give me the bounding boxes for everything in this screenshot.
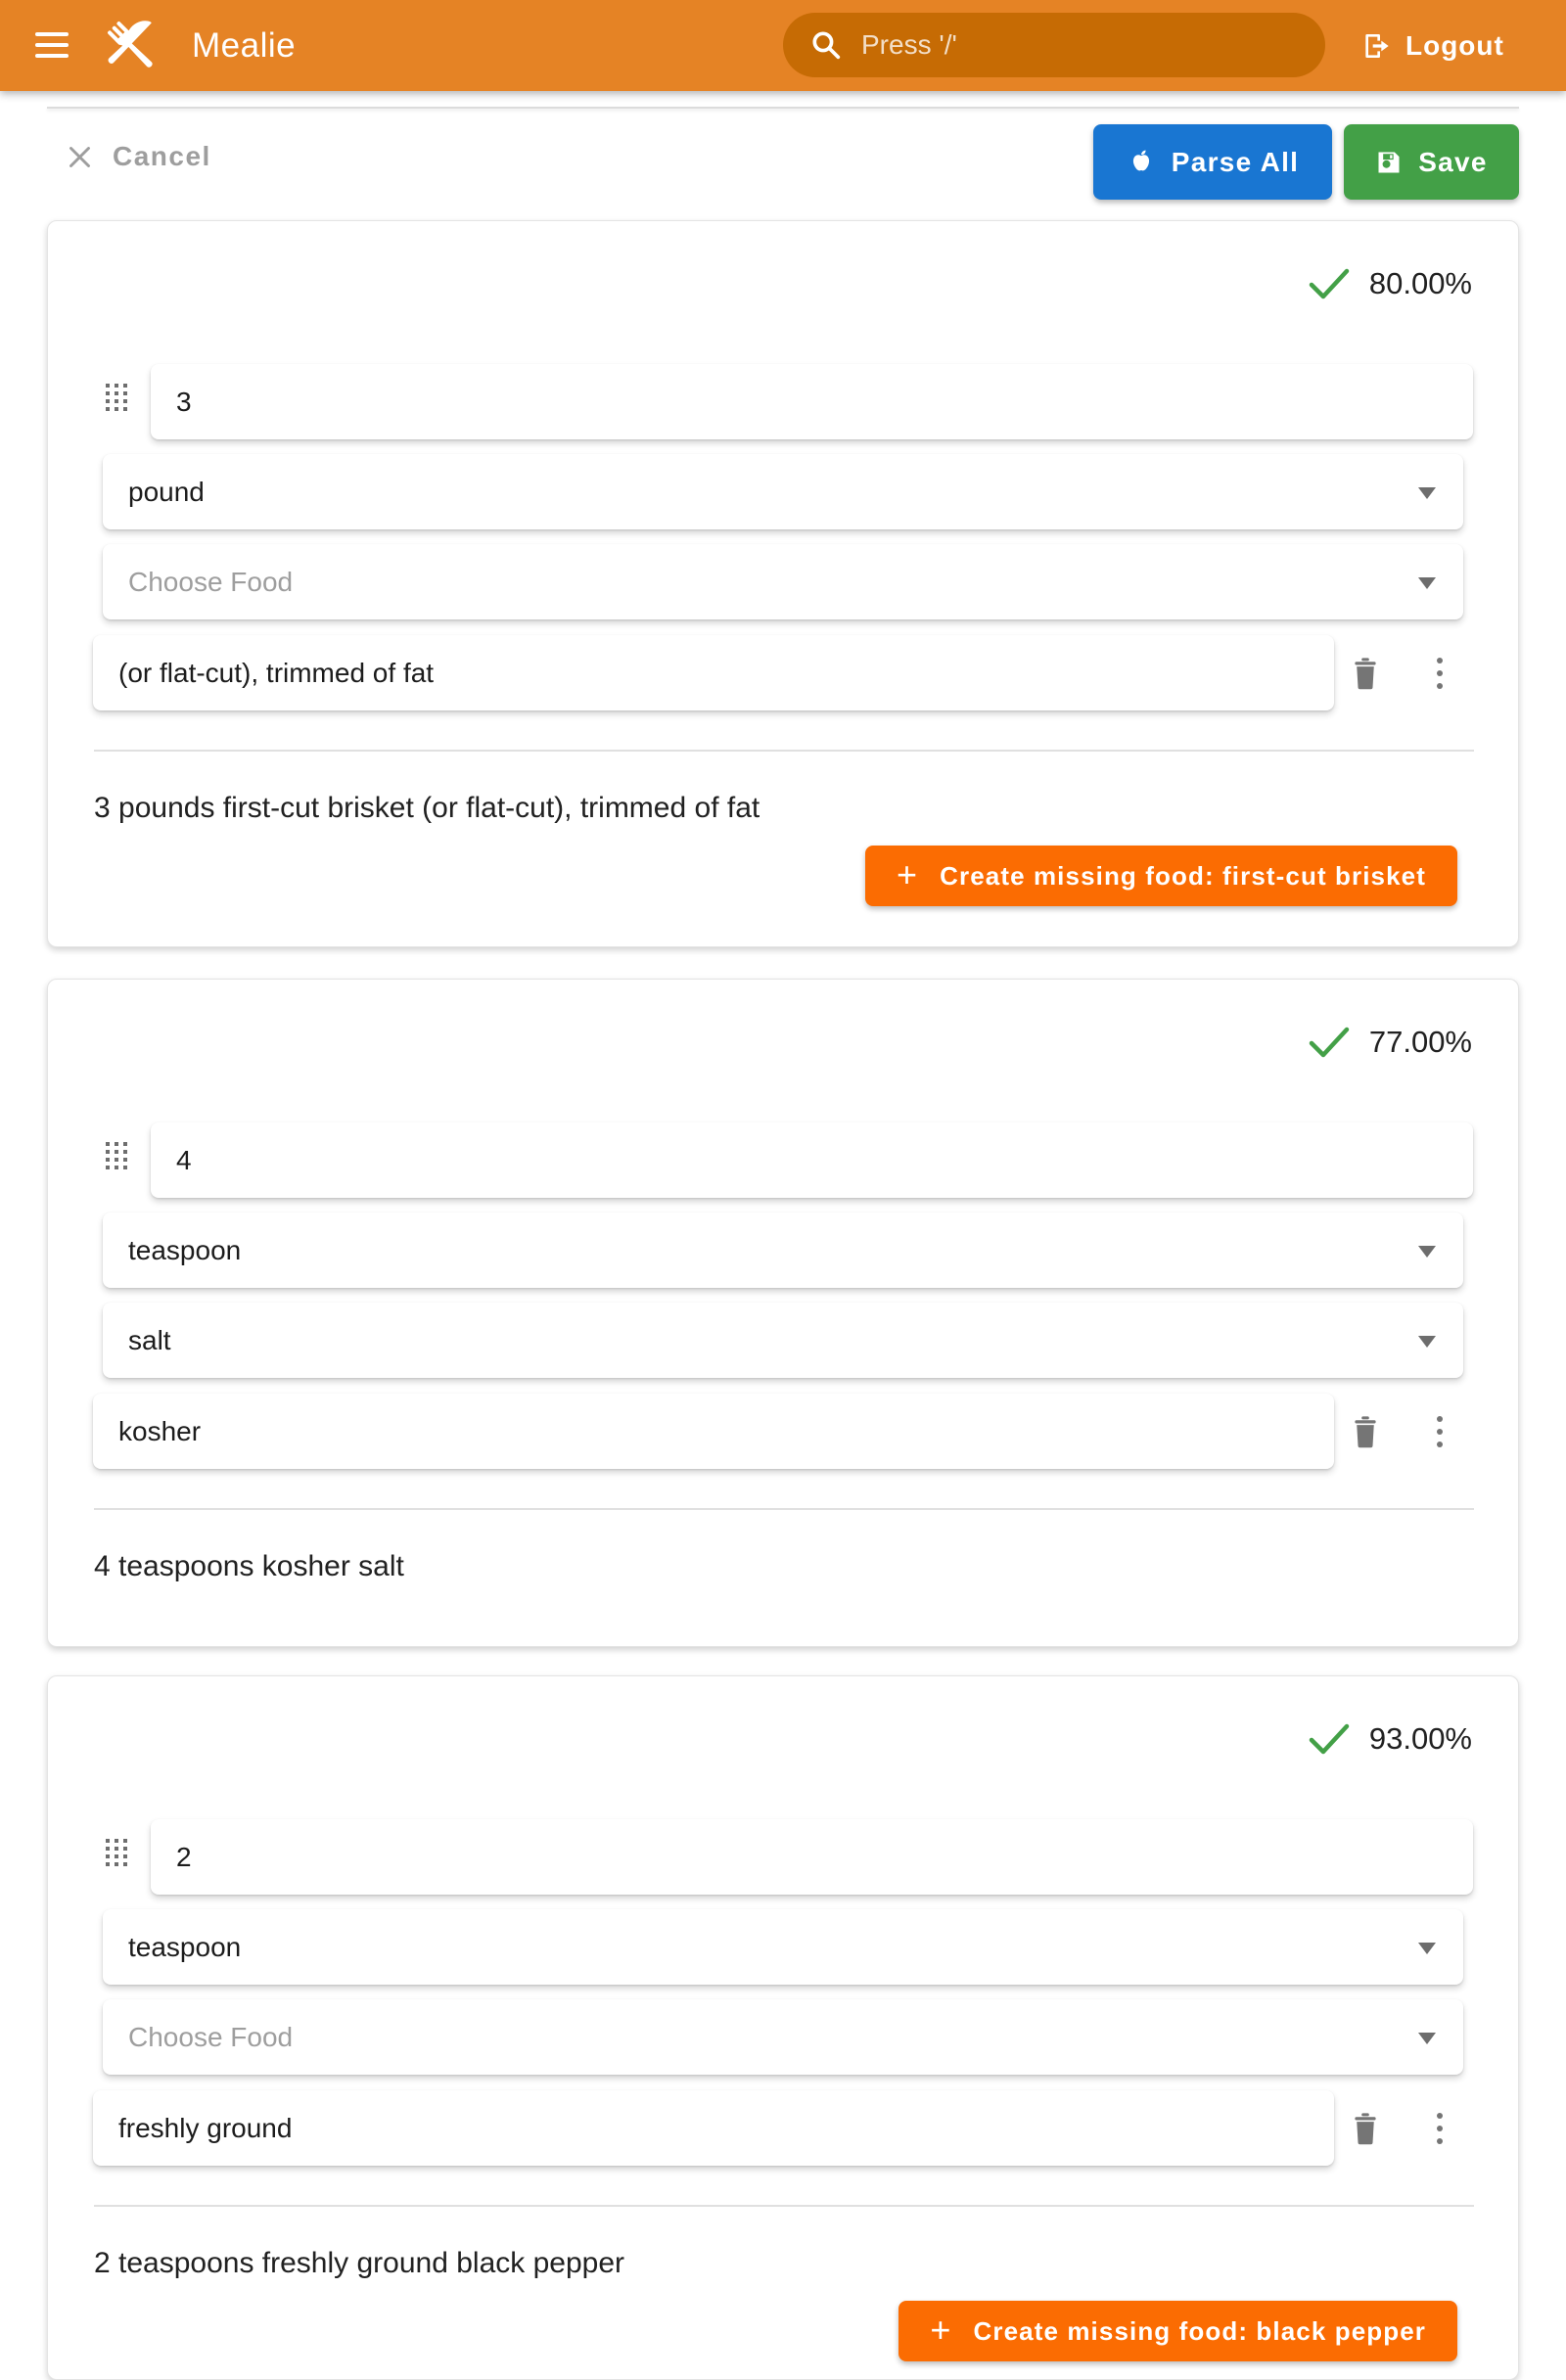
header-divider [47,107,1519,109]
confidence-value: 93.00% [1368,1721,1472,1756]
drag-handle-icon[interactable] [106,1839,127,1868]
unit-select[interactable] [103,1909,1463,1985]
more-options-button[interactable] [1416,1408,1463,1455]
divider [94,2205,1474,2207]
food-placeholder: Choose Food [128,2021,294,2052]
create-missing-food-button[interactable]: + Create missing food: black pepper [898,2301,1457,2361]
apple-icon [1127,148,1156,177]
delete-button[interactable] [1342,2105,1389,2152]
unit-value: teaspoon [128,1931,242,1962]
food-placeholder: Choose Food [128,566,294,597]
search-input[interactable] [859,28,1274,62]
trash-icon [1351,1415,1380,1448]
chevron-down-icon [1418,487,1436,499]
checkmark-icon [1309,1027,1350,1058]
logout-label: Logout [1405,29,1504,61]
original-ingredient-text: 3 pounds first-cut brisket (or flat-cut), trimmed of fat [94,792,760,824]
save-icon [1375,149,1403,176]
quantity-field [151,1819,1473,1895]
notes-input[interactable] [93,2090,1334,2166]
search-bar[interactable] [783,13,1325,77]
confidence-indicator [1309,1025,1472,1060]
unit-value: pound [128,476,205,507]
checkmark-icon [1309,268,1350,299]
quantity-input[interactable] [151,1819,1473,1895]
app-header [0,0,1566,91]
quantity-input[interactable] [151,1122,1473,1198]
confidence-value: 80.00% [1368,266,1472,300]
quantity-field [151,364,1473,439]
chevron-down-icon [1418,577,1436,589]
unit-select[interactable] [103,454,1463,529]
original-ingredient-text: 4 teaspoons kosher salt [94,1550,404,1582]
notes-field [93,2090,1334,2166]
trash-icon [1351,2112,1380,2145]
checkmark-icon [1309,1723,1350,1755]
chevron-down-icon [1418,1943,1436,1954]
save-button[interactable] [1344,124,1519,200]
kebab-icon [1437,2113,1443,2144]
quantity-field [151,1122,1473,1198]
save-label: Save [1418,146,1488,177]
more-options-button[interactable] [1416,650,1463,697]
confidence-value: 77.00% [1368,1025,1472,1059]
cancel-button[interactable] [67,135,211,178]
kebab-icon [1437,658,1443,689]
app-title: Mealie [192,25,297,65]
ingredient-card [47,220,1519,947]
food-select[interactable] [103,1303,1463,1378]
notes-field [93,635,1334,710]
search-icon [810,29,842,61]
ingredient-card [47,979,1519,1647]
food-select[interactable] [103,1999,1463,2075]
mealie-logo-icon [96,10,168,82]
drag-handle-icon[interactable] [106,1142,127,1171]
confidence-indicator [1309,1721,1472,1757]
unit-select[interactable] [103,1213,1463,1288]
divider [94,1508,1474,1510]
chevron-down-icon [1418,1336,1436,1348]
original-ingredient-text: 2 teaspoons freshly ground black pepper [94,2247,625,2279]
notes-input[interactable] [93,1394,1334,1469]
close-icon [67,144,93,170]
confidence-indicator [1309,266,1472,301]
food-select[interactable] [103,544,1463,619]
more-options-button[interactable] [1416,2105,1463,2152]
ingredient-card [47,1675,1519,2380]
logout-button[interactable] [1351,0,1514,91]
notes-field [93,1394,1334,1469]
divider [94,750,1474,752]
parse-all-label: Parse All [1171,146,1300,177]
unit-value: teaspoon [128,1234,242,1265]
quantity-input[interactable] [151,364,1473,439]
notes-input[interactable] [93,635,1334,710]
drag-handle-icon[interactable] [106,384,127,413]
delete-button[interactable] [1342,1408,1389,1455]
trash-icon [1351,657,1380,690]
kebab-icon [1437,1416,1443,1447]
create-missing-food-label: Create missing food: first-cut brisket [940,860,1426,891]
create-missing-food-button[interactable]: + Create missing food: first-cut brisket [865,846,1457,906]
food-value: salt [128,1324,171,1355]
create-missing-food-label: Create missing food: black pepper [973,2315,1426,2346]
cancel-label: Cancel [113,141,211,171]
logout-icon [1360,30,1392,62]
menu-icon[interactable] [35,28,69,62]
delete-button[interactable] [1342,650,1389,697]
chevron-down-icon [1418,1246,1436,1258]
chevron-down-icon [1418,2033,1436,2044]
parse-all-button[interactable] [1093,124,1332,200]
